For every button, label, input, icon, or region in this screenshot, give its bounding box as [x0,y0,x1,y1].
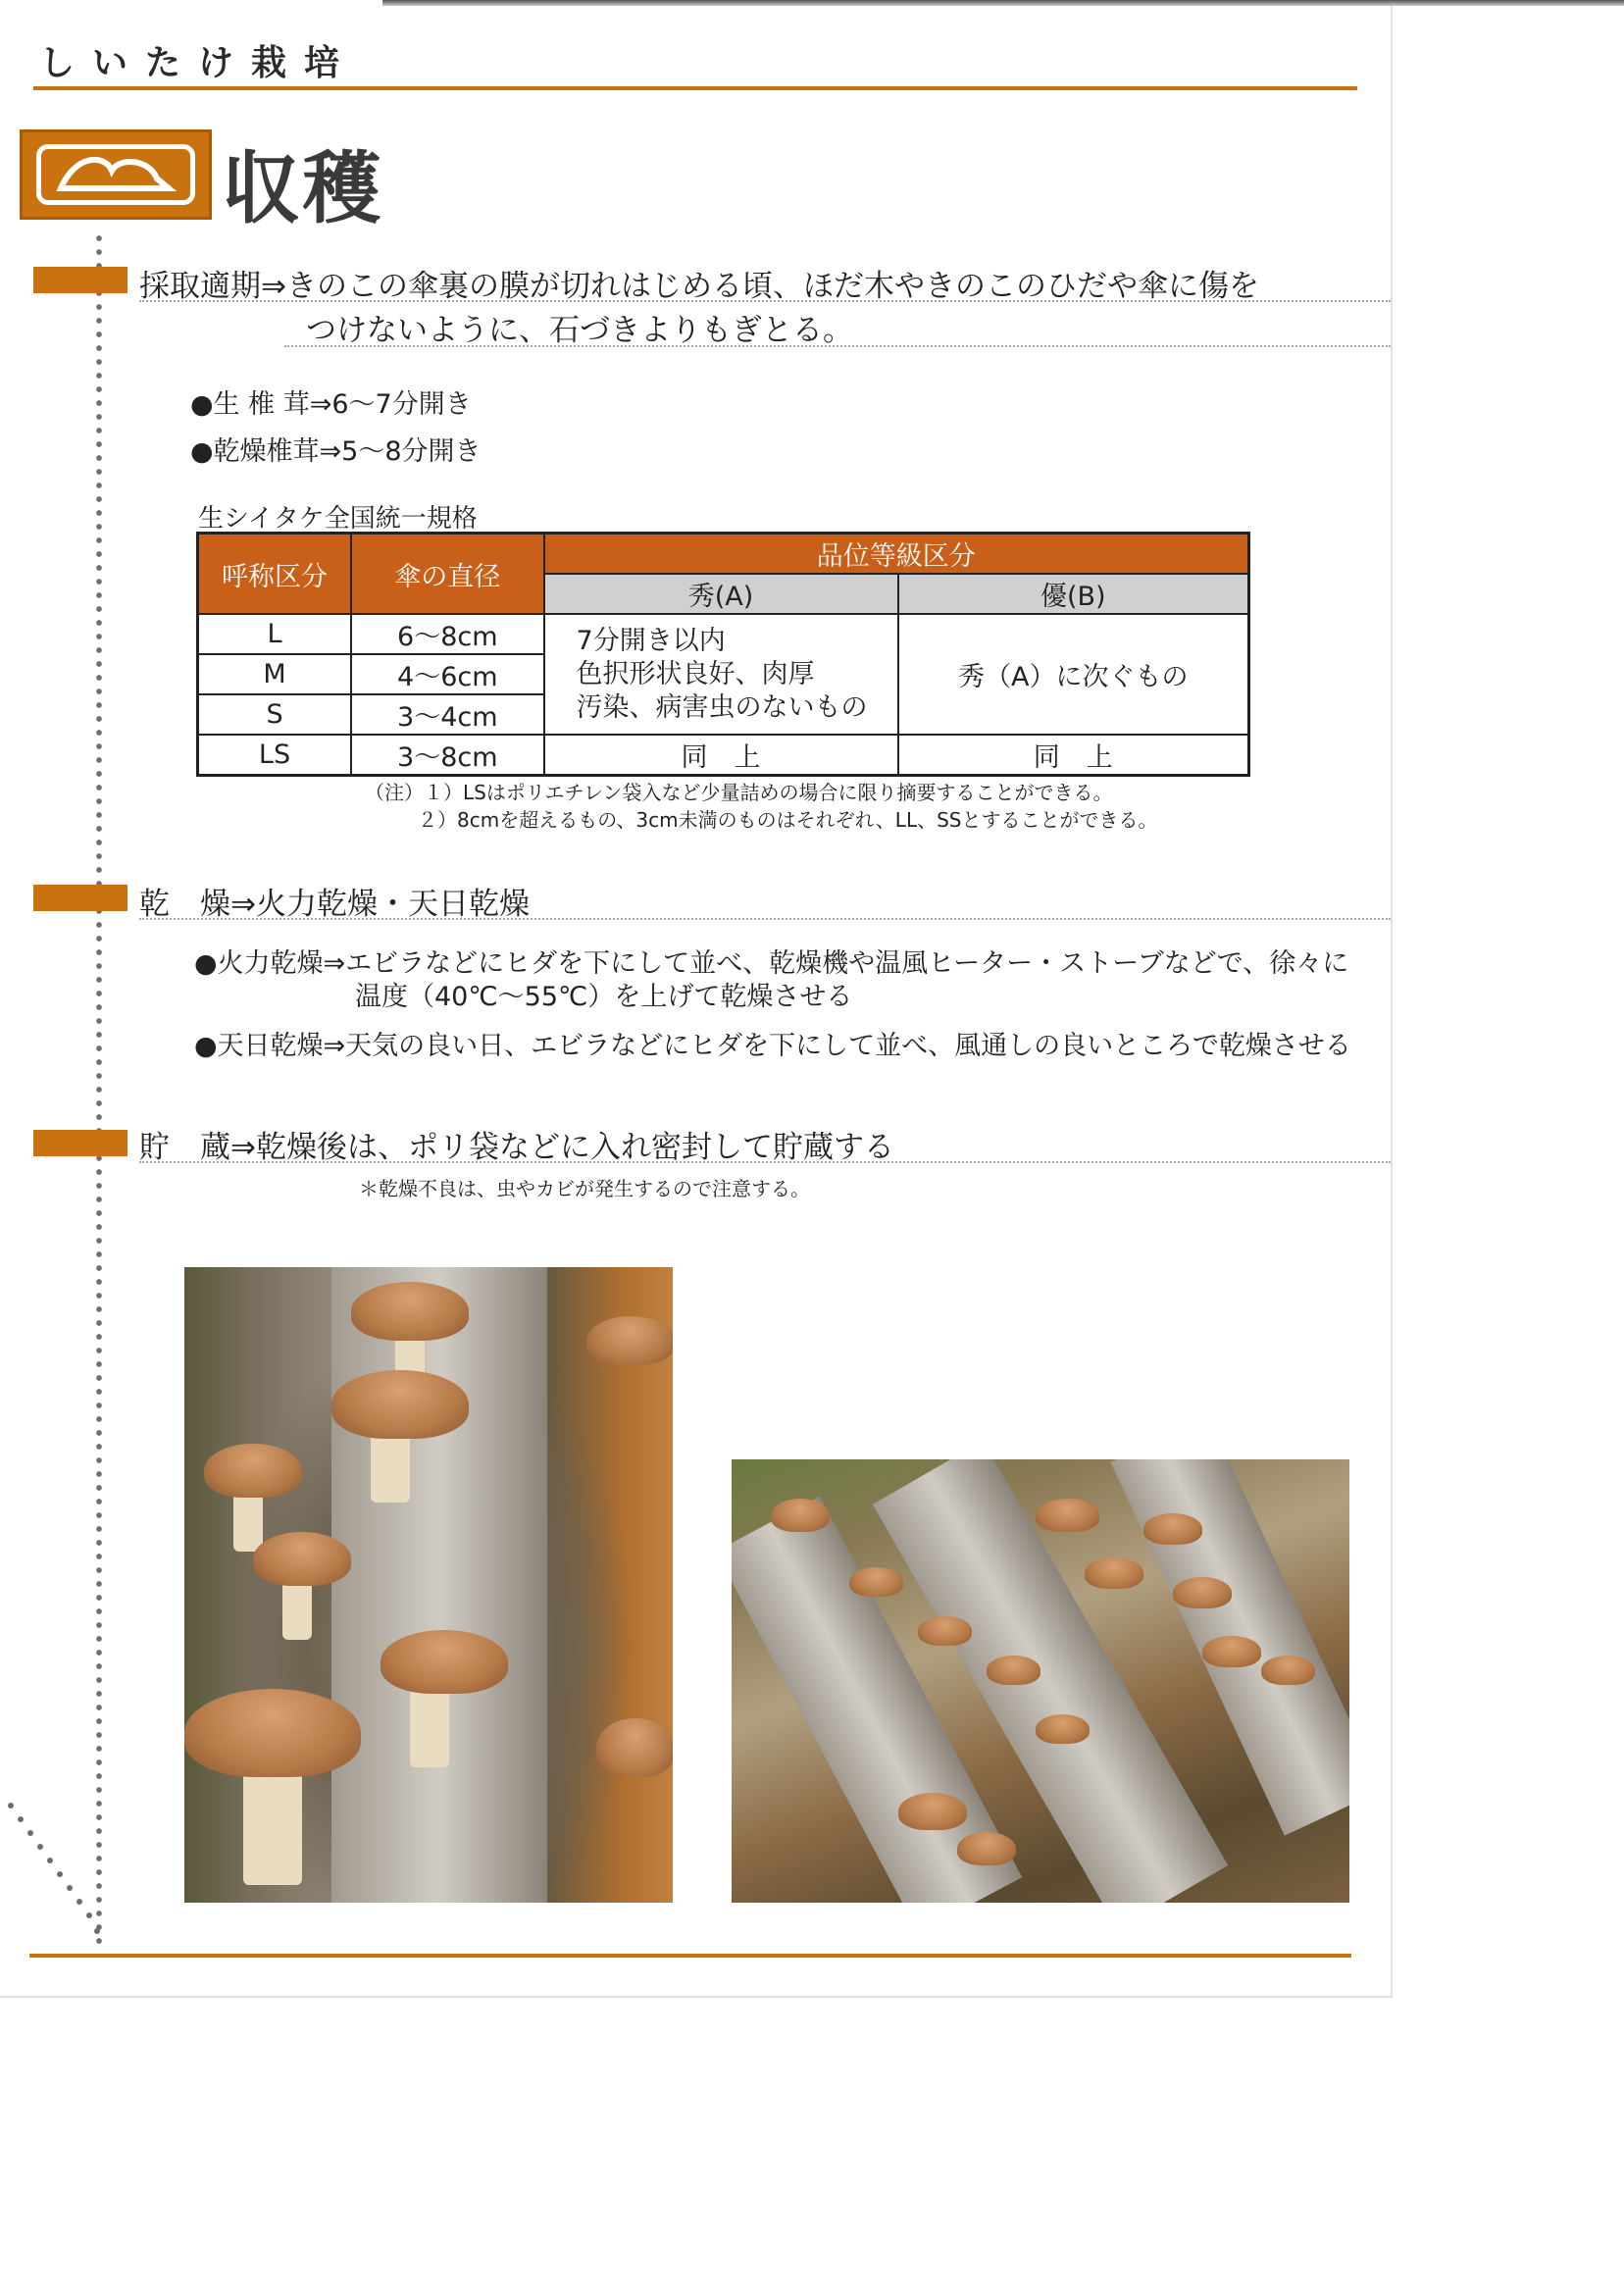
dotted-border [95,231,103,1948]
grade-standard-table [196,532,1250,777]
cell-name: L [198,614,352,654]
cell-diameter: 3～4cm [351,694,543,735]
cell-grade-a: 同 上 [544,735,898,776]
section-marker [33,885,127,911]
header-diameter: 傘の直径 [351,534,543,615]
section-marker [33,1130,127,1156]
cell-name: LS [198,735,352,776]
cell-name: S [198,694,352,735]
footer-rule [29,1954,1351,1958]
cell-diameter: 4～6cm [351,654,543,694]
dotted-rule [284,345,1391,347]
cell-diameter: 6～8cm [351,614,543,654]
cell-name: M [198,654,352,694]
dotted-rule [139,300,1391,302]
drying-heading: 乾 燥⇒火力乾燥・天日乾燥 [139,887,530,922]
scan-edge [382,0,1624,6]
shiitake-closeup-photo [184,1267,673,1903]
drying-fire-line2: 温度（40℃～55℃）を上げて乾燥させる [355,982,853,1012]
document-header-title: しいたけ栽培 [39,43,358,83]
cell-diameter: 3～8cm [351,735,543,776]
table-row [198,735,1249,776]
storage-heading: 貯 蔵⇒乾燥後は、ポリ袋などに入れ密封して貯蔵する [139,1130,894,1165]
header-grade: 品位等級区分 [544,534,1249,575]
shiitake-logs-photo [732,1459,1349,1903]
header-rule [33,86,1357,90]
page-title: 収穫 [222,143,382,234]
bullet-fresh: ●生 椎 茸⇒6～7分開き [190,389,472,420]
table-note-2: ２）8cmを超えるもの、3cm未満のものはそれぞれ、LL、SSとすることができる。 [418,808,1158,832]
harvest-heading-line2: つけないように、石づきよりもぎとる。 [306,313,853,348]
harvest-heading-line1: 採取適期⇒きのこの傘裏の膜が切れはじめる頃、ほだ木やきのこのひだや傘に傷を [139,269,1259,304]
dotted-rule [139,918,1391,920]
logo-mark-icon [36,144,195,205]
section-marker [33,267,127,293]
cell-grade-b: 秀（A）に次ぐもの [898,614,1249,735]
dotted-rule [139,1161,1391,1163]
cell-grade-a: 7分開き以内 色択形状良好、肉厚 汚染、病害虫のないもの [544,614,898,735]
header-grade-b: 優(B) [898,574,1249,614]
header-grade-a: 秀(A) [544,574,898,614]
section-logo [20,129,212,220]
table-caption: 生シイタケ全国統一規格 [198,504,478,534]
storage-note: ＊乾燥不良は、虫やカビが発生するので注意する。 [359,1177,810,1200]
drying-fire-line1: ●火力乾燥⇒エビラなどにヒダを下にして並べ、乾燥機や温風ヒーター・ストーブなどで、徐々に [194,948,1349,979]
drying-sun: ●天日乾燥⇒天気の良い日、エビラなどにヒダを下にして並べ、風通しの良いところで乾燥させる [194,1031,1351,1061]
header-name: 呼称区分 [198,534,352,615]
cell-grade-b: 同 上 [898,735,1249,776]
bullet-dried: ●乾燥椎茸⇒5～8分開き [190,436,482,467]
table-note-1: （注）１）LSはポリエチレン袋入など少量詰めの場合に限り摘要することができる。 [365,781,1113,804]
table-row [198,614,1249,654]
